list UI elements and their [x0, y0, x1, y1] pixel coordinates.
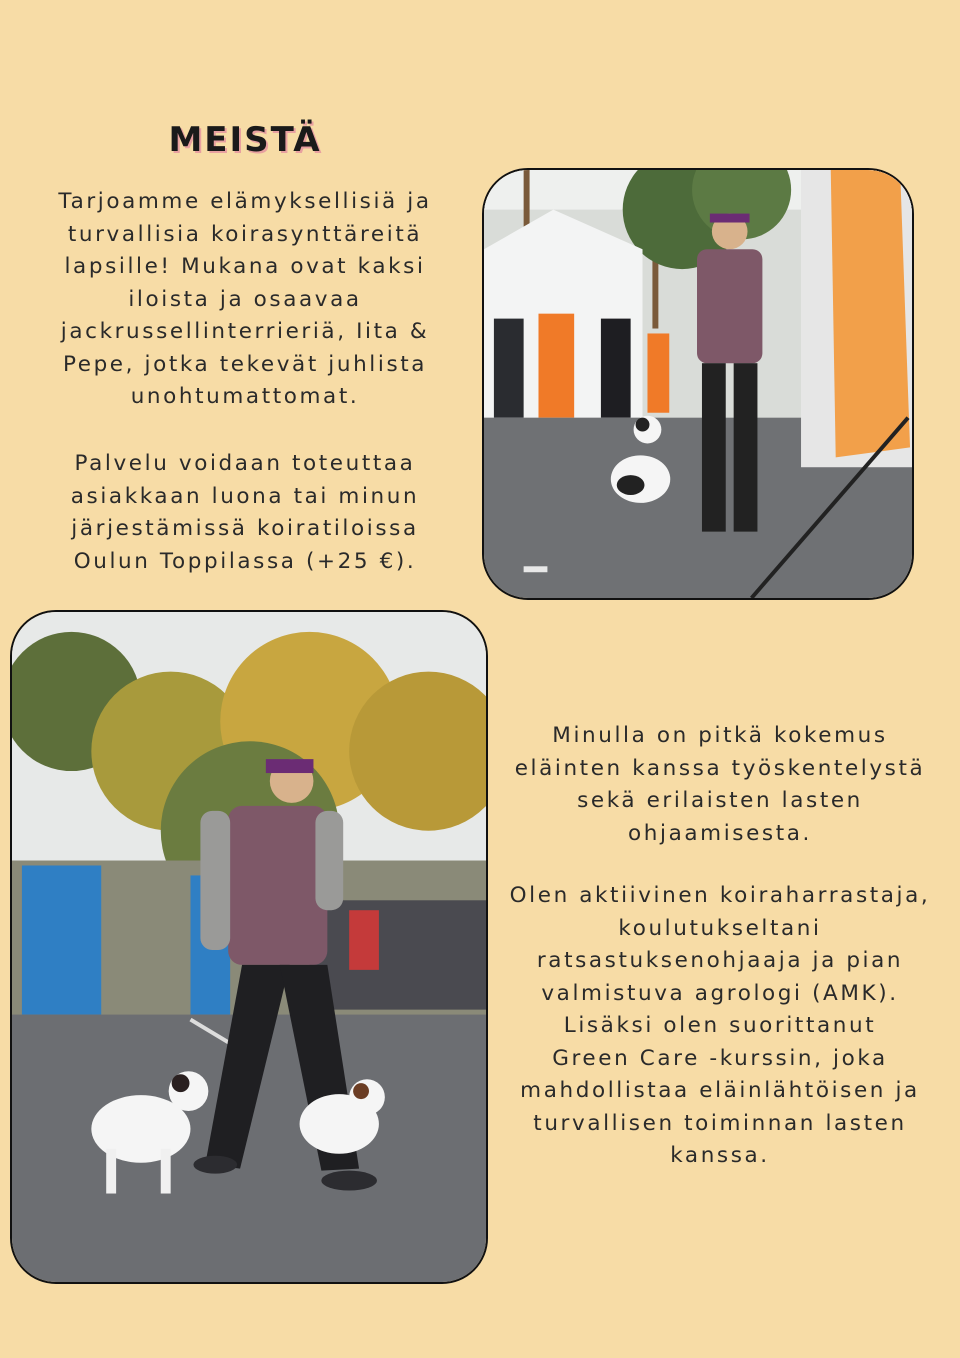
photo-trainer-with-dog: [482, 168, 914, 600]
qualifications-paragraph: Olen aktiivinen koiraharrastaja, koulutukseltani ratsastuksenohjaaja ja pian valmistuva agrologi (AMK). Lisäksi olen suorittanut Green Care -kurssin, joka mahdollistaa eläinlähtöisen ja turvallisen toiminnan lasten kanssa.: [509, 883, 931, 1168]
location-paragraph: Palvelu voidaan toteuttaa asiakkaan luona tai minun järjestämissä koiratiloissa Oulun Toppilassa (+25 €).: [70, 451, 420, 574]
intro-paragraph: Tarjoamme elämyksellisiä ja turvallisia koirasynttäreitä lapsille! Mukana ovat kaksi iloista ja osaavaa jackrussellinterrieriä, Iita & Pepe, jotka tekevät juhlista unohtumattomat.: [58, 189, 432, 409]
photo-trainer-with-two-dogs-image: [12, 612, 486, 1282]
page-title: MEISTÄ: [168, 120, 322, 160]
photo-trainer-with-two-dogs: [10, 610, 488, 1284]
experience-paragraph: Minulla on pitkä kokemus eläinten kanssa työskentelystä sekä erilaisten lasten ohjaamisesta.: [514, 723, 926, 846]
photo-trainer-with-dog-image: [484, 170, 912, 598]
